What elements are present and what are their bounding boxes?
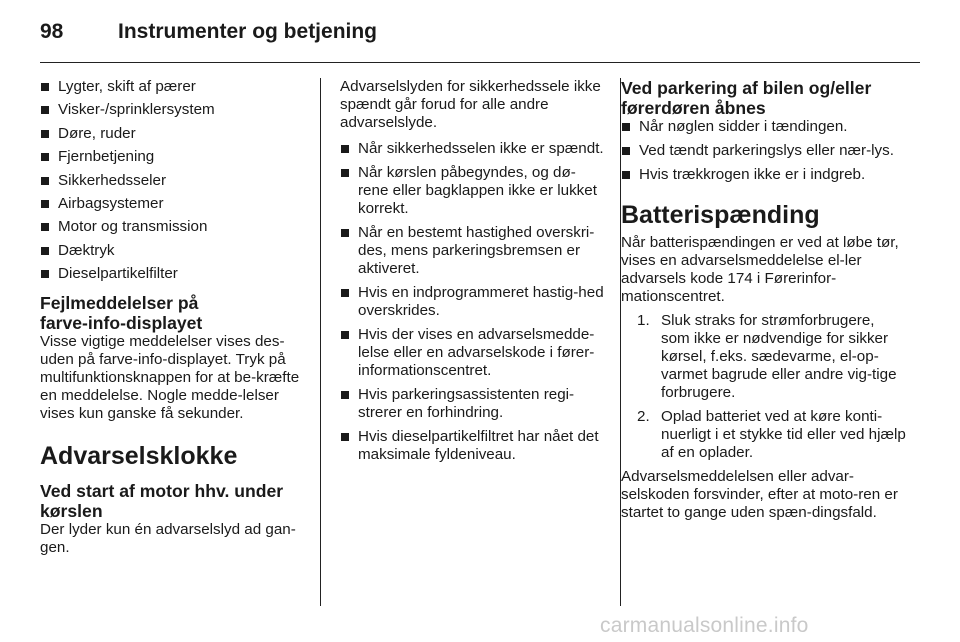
step-number: 1. [637, 312, 650, 329]
warning-conditions-list [340, 140, 605, 464]
list-item: Når en bestemt hastighed overskri-des, mens parkeringsbremsen er aktiveret. [340, 224, 605, 278]
list-item: Når kørslen påbegyndes, og dø-rene eller bagklappen ikke er lukket korrekt. [340, 164, 605, 218]
list-item: Dieselpartikelfilter [40, 265, 308, 283]
heading-line: Fejlmeddelelser på [40, 293, 199, 314]
list-item: Når sikkerhedsselen ikke er spændt. [340, 140, 605, 158]
page-title: Instrumenter og betjening [118, 20, 378, 43]
list-item: Visker-/sprinklersystem [40, 101, 308, 119]
heading-line: Ved start af motor hhv. under [40, 481, 284, 502]
list-item: Hvis en indprogrammeret hastig-hed overskrides. [340, 284, 605, 320]
warning-chime-heading: Advarselsklokke [40, 442, 238, 471]
engine-start-paragraph: Der lyder kun én advarselslyd ad gan-gen. [40, 521, 296, 557]
list-item: Når nøglen sidder i tændingen. [621, 118, 906, 136]
column-2 [340, 78, 605, 470]
battery-steps-list [621, 312, 906, 462]
closing-paragraph: Advarselsmeddelelsen eller advar-selskoden forsvinder, efter at moto-ren er startet to gange uden spæn-dingsfald. [621, 468, 898, 521]
seatbelt-intro-paragraph: Advarselslyden for sikkerhedssele ikke spændt går forud for alle andre advarselslyde. [340, 78, 601, 131]
column-3 [621, 78, 906, 528]
list-item: Døre, ruder [40, 125, 308, 143]
heading-line: førerdøren åbnes [621, 98, 766, 118]
list-item: Motor og transmission [40, 218, 308, 236]
heading-line: farve-info-displayet [40, 313, 203, 334]
step-text: Oplad batteriet ved at køre konti-nuerligt i et stykke tid eller ved hjælp af en oplader. [661, 408, 906, 461]
error-messages-heading [40, 293, 308, 333]
list-item: Hvis trækkrogen ikke er i indgreb. [621, 166, 906, 184]
list-item [621, 408, 906, 462]
battery-voltage-heading: Batterispænding [621, 201, 820, 229]
topic-list [40, 78, 308, 283]
watermark: carmanualsonline.info [600, 614, 809, 637]
heading-line: kørslen [40, 501, 103, 522]
column-divider [320, 78, 321, 606]
list-item [621, 312, 906, 402]
header-rule [40, 62, 920, 63]
list-item: Fjernbetjening [40, 148, 308, 166]
list-item: Airbagsystemer [40, 195, 308, 213]
battery-paragraph: Når batterispændingen er ved at løbe tør, vises en advarselsmeddelelse el-ler advarsels kode 174 i Førerinfor-mationscentret. [621, 234, 899, 305]
list-item: Hvis parkeringsassistenten regi-strerer en forhindring. [340, 386, 605, 422]
list-item: Hvis der vises en advarselsmedde-lelse eller en advarselskode i fører-informationscentret. [340, 326, 605, 380]
heading-line: Ved parkering af bilen og/eller [621, 78, 872, 98]
list-item: Dæktryk [40, 242, 308, 260]
page-number: 98 [40, 20, 64, 43]
parking-conditions-list [621, 118, 906, 184]
list-item: Ved tændt parkeringslys eller nær-lys. [621, 142, 906, 160]
parking-heading [621, 78, 906, 118]
page-header [40, 16, 377, 48]
list-item: Lygter, skift af pærer [40, 78, 308, 96]
step-text: Sluk straks for strømforbrugere, som ikke er nødvendige for sikker kørsel, f.eks. sædevarme, el-op-varmet bagrude eller andre vig-tige forbrugere. [661, 312, 897, 401]
column-1 [40, 78, 308, 563]
error-messages-paragraph: Visse vigtige meddelelser vises des-uden på farve-info-displayet. Tryk på multifunktionsknappen for at be-kræfte en meddelelse. Nogle medde-lelser vises kun ganske få sekunder. [40, 333, 300, 423]
engine-start-heading [40, 481, 308, 521]
list-item: Hvis dieselpartikelfiltret har nået det maksimale fyldeniveau. [340, 428, 605, 464]
step-number: 2. [637, 408, 650, 425]
list-item: Sikkerhedsseler [40, 172, 308, 190]
